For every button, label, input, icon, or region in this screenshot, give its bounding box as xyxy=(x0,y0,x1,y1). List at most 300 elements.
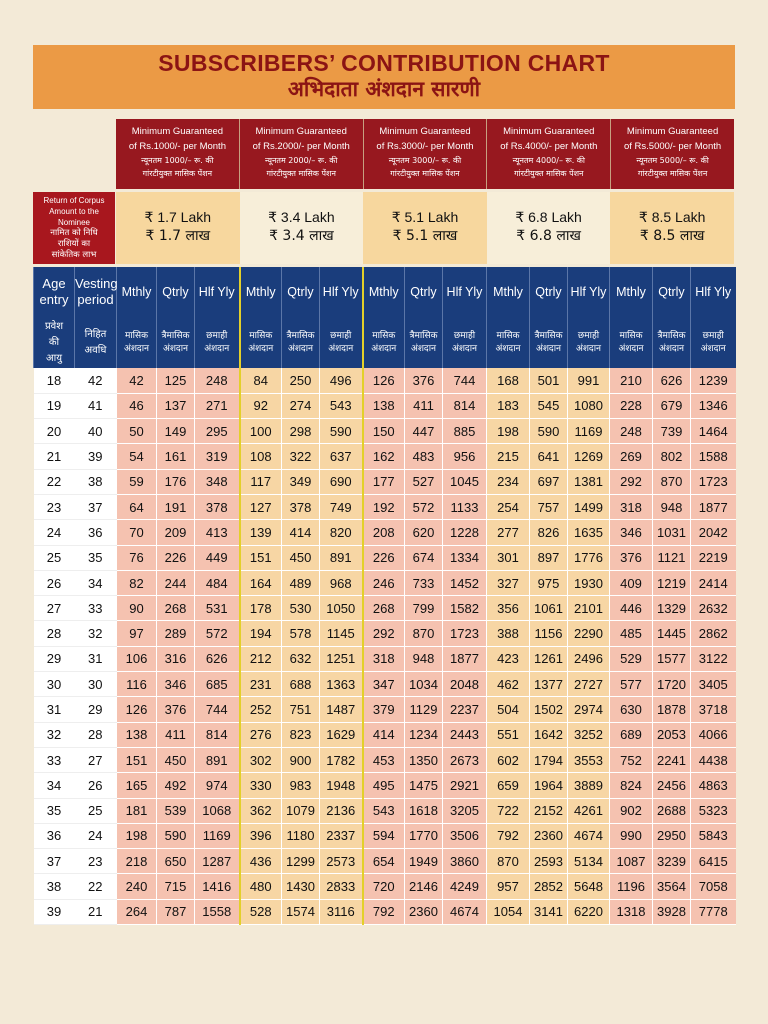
contribution-cell: 1329 xyxy=(653,596,691,621)
contribution-cell: 7778 xyxy=(691,899,736,924)
contribution-cell: 149 xyxy=(157,419,195,444)
vesting-cell: 33 xyxy=(75,596,117,621)
contribution-cell: 240 xyxy=(117,874,157,899)
contribution-cell: 165 xyxy=(117,773,157,798)
contribution-cell: 161 xyxy=(157,444,195,469)
contribution-cell: 820 xyxy=(320,520,363,545)
contribution-cell: 1299 xyxy=(282,849,320,874)
col-header-qtrly-hi: त्रैमासिक अंशदान xyxy=(653,317,691,368)
contribution-cell: 1949 xyxy=(405,849,443,874)
contribution-cell: 630 xyxy=(610,697,653,722)
contribution-cell: 449 xyxy=(195,545,240,570)
contribution-cell: 447 xyxy=(405,419,443,444)
contribution-cell: 751 xyxy=(282,697,320,722)
col-header-mthly: Mthly xyxy=(610,267,653,317)
contribution-cell: 2290 xyxy=(568,621,610,646)
contribution-cell: 177 xyxy=(363,469,405,494)
contribution-cell: 4249 xyxy=(443,874,487,899)
contribution-cell: 3928 xyxy=(653,899,691,924)
col-header-age-hi: प्रवेश की आयु xyxy=(34,317,75,368)
contribution-cell: 379 xyxy=(363,697,405,722)
contribution-cell: 97 xyxy=(117,621,157,646)
vesting-cell: 41 xyxy=(75,393,117,418)
contribution-cell: 108 xyxy=(240,444,282,469)
contribution-cell: 6220 xyxy=(568,899,610,924)
contribution-cell: 902 xyxy=(610,798,653,823)
contribution-cell: 1877 xyxy=(691,494,736,519)
contribution-cell: 2496 xyxy=(568,646,610,671)
contribution-cell: 496 xyxy=(320,368,363,393)
pension-label-hi: गांरटीयुक्त मासिक पेंशन xyxy=(637,169,708,178)
contribution-cell: 637 xyxy=(320,444,363,469)
contribution-cell: 215 xyxy=(487,444,530,469)
contribution-cell: 1239 xyxy=(691,368,736,393)
contribution-cell: 269 xyxy=(610,444,653,469)
contribution-cell: 720 xyxy=(363,874,405,899)
contribution-cell: 2727 xyxy=(568,672,610,697)
contribution-cell: 226 xyxy=(157,545,195,570)
vesting-cell: 26 xyxy=(75,773,117,798)
contribution-cell: 388 xyxy=(487,621,530,646)
pension-label-hi: गांरटीयुक्त मासिक पेंशन xyxy=(142,169,213,178)
contribution-cell: 3889 xyxy=(568,773,610,798)
contribution-cell: 641 xyxy=(530,444,568,469)
contribution-cell: 271 xyxy=(195,393,240,418)
vesting-cell: 23 xyxy=(75,849,117,874)
table-row xyxy=(34,393,736,418)
contribution-cell: 453 xyxy=(363,747,405,772)
contribution-cell: 1080 xyxy=(568,393,610,418)
contribution-cell: 3506 xyxy=(443,823,487,848)
pension-label-en: of Rs.5000/- per Month xyxy=(624,141,722,152)
contribution-cell: 226 xyxy=(363,545,405,570)
col-header-hlf-hi: छमाही अंशदान xyxy=(195,317,240,368)
vesting-cell: 21 xyxy=(75,899,117,924)
corpus-label-hi: नामित को निधि xyxy=(50,228,98,238)
contribution-cell: 198 xyxy=(487,419,530,444)
contribution-cell: 1948 xyxy=(320,773,363,798)
contribution-cell: 744 xyxy=(443,368,487,393)
contribution-cell: 1031 xyxy=(653,520,691,545)
col-header-qtrly: Qtrly xyxy=(653,267,691,317)
contribution-cell: 1079 xyxy=(282,798,320,823)
contribution-cell: 4438 xyxy=(691,747,736,772)
contribution-cell: 1169 xyxy=(568,419,610,444)
table-row xyxy=(34,368,736,393)
age-cell: 33 xyxy=(34,747,75,772)
table-row xyxy=(34,520,736,545)
pension-label-hi: न्यूनतम 1000/– रू. की xyxy=(141,156,214,165)
contribution-cell: 246 xyxy=(363,570,405,595)
contribution-cell: 2456 xyxy=(653,773,691,798)
contribution-cell: 248 xyxy=(610,419,653,444)
contribution-cell: 376 xyxy=(405,368,443,393)
pension-label-en: Minimum Guaranteed xyxy=(503,126,595,137)
contribution-cell: 968 xyxy=(320,570,363,595)
contribution-cell: 411 xyxy=(405,393,443,418)
contribution-cell: 749 xyxy=(320,494,363,519)
contribution-cell: 792 xyxy=(363,899,405,924)
contribution-cell: 2053 xyxy=(653,722,691,747)
corpus-value-en: ₹ 8.5 Lakh xyxy=(638,209,706,225)
contribution-cell: 409 xyxy=(610,570,653,595)
contribution-cell: 210 xyxy=(610,368,653,393)
contribution-cell: 688 xyxy=(282,672,320,697)
contribution-cell: 356 xyxy=(487,596,530,621)
contribution-cell: 330 xyxy=(240,773,282,798)
contribution-cell: 100 xyxy=(240,419,282,444)
vesting-cell: 34 xyxy=(75,570,117,595)
col-header-mthly: Mthly xyxy=(363,267,405,317)
contribution-cell: 2136 xyxy=(320,798,363,823)
contribution-cell: 3205 xyxy=(443,798,487,823)
pension-label-hi: न्यूनतम 3000/– रू. की xyxy=(388,156,462,165)
age-cell: 35 xyxy=(34,798,75,823)
table-header-row-en xyxy=(34,267,736,317)
corpus-label-hi: राशियों का xyxy=(57,239,91,249)
contribution-cell: 814 xyxy=(443,393,487,418)
table-body xyxy=(34,368,736,925)
contribution-cell: 545 xyxy=(530,393,568,418)
col-header-qtrly: Qtrly xyxy=(405,267,443,317)
contribution-cell: 191 xyxy=(157,494,195,519)
contribution-cell: 530 xyxy=(282,596,320,621)
contribution-cell: 715 xyxy=(157,874,195,899)
contribution-cell: 462 xyxy=(487,672,530,697)
contribution-cell: 489 xyxy=(282,570,320,595)
pension-header-row xyxy=(116,119,734,189)
corpus-value-hi: ₹ 5.1 लाख xyxy=(392,228,458,244)
contribution-cell: 690 xyxy=(320,469,363,494)
corpus-value-cell xyxy=(116,192,240,264)
table-row xyxy=(34,596,736,621)
pension-label-hi: न्यूनतम 5000/– रू. की xyxy=(636,156,709,165)
contribution-cell: 5134 xyxy=(568,849,610,874)
contribution-cell: 1234 xyxy=(405,722,443,747)
col-header-qtrly: Qtrly xyxy=(282,267,320,317)
contribution-cell: 268 xyxy=(157,596,195,621)
contribution-cell: 1377 xyxy=(530,672,568,697)
corpus-value-cell xyxy=(240,192,364,264)
contribution-cell: 991 xyxy=(568,368,610,393)
contribution-cell: 1034 xyxy=(405,672,443,697)
table-row xyxy=(34,823,736,848)
contribution-cell: 1782 xyxy=(320,747,363,772)
col-header-hlf: Hlf Yly xyxy=(320,267,363,317)
contribution-cell: 138 xyxy=(117,722,157,747)
contribution-cell: 527 xyxy=(405,469,443,494)
contribution-cell: 900 xyxy=(282,747,320,772)
contribution-cell: 254 xyxy=(487,494,530,519)
contribution-cell: 659 xyxy=(487,773,530,798)
table-row xyxy=(34,419,736,444)
corpus-value-en: ₹ 3.4 Lakh xyxy=(268,209,335,225)
contribution-cell: 264 xyxy=(117,899,157,924)
table-row xyxy=(34,722,736,747)
contribution-cell: 1156 xyxy=(530,621,568,646)
contribution-cell: 316 xyxy=(157,646,195,671)
pension-header-2000 xyxy=(239,119,363,189)
contribution-cell: 4261 xyxy=(568,798,610,823)
contribution-cell: 1430 xyxy=(282,874,320,899)
col-header-mthly-hi: मासिक अंशदान xyxy=(117,317,157,368)
contribution-cell: 298 xyxy=(282,419,320,444)
vesting-cell: 30 xyxy=(75,672,117,697)
contribution-cell: 5648 xyxy=(568,874,610,899)
corpus-value-hi: ₹ 1.7 लाख xyxy=(145,228,211,244)
contribution-cell: 295 xyxy=(195,419,240,444)
contribution-cell: 244 xyxy=(157,570,195,595)
contribution-cell: 1346 xyxy=(691,393,736,418)
vesting-cell: 32 xyxy=(75,621,117,646)
contribution-cell: 974 xyxy=(195,773,240,798)
pension-label-en: Minimum Guaranteed xyxy=(255,126,347,137)
contribution-cell: 1723 xyxy=(443,621,487,646)
contribution-cell: 2048 xyxy=(443,672,487,697)
col-header-mthly-hi: मासिक अंशदान xyxy=(363,317,405,368)
contribution-cell: 891 xyxy=(195,747,240,772)
contribution-cell: 1502 xyxy=(530,697,568,722)
col-header-mthly-hi: मासिक अंशदान xyxy=(610,317,653,368)
contribution-cell: 1464 xyxy=(691,419,736,444)
contribution-cell: 127 xyxy=(240,494,282,519)
contribution-cell: 531 xyxy=(195,596,240,621)
contribution-cell: 436 xyxy=(240,849,282,874)
contribution-cell: 1723 xyxy=(691,469,736,494)
contribution-cell: 2241 xyxy=(653,747,691,772)
contribution-cell: 218 xyxy=(117,849,157,874)
col-header-hlf: Hlf Yly xyxy=(568,267,610,317)
contribution-cell: 126 xyxy=(363,368,405,393)
contribution-cell: 106 xyxy=(117,646,157,671)
contribution-cell: 42 xyxy=(117,368,157,393)
contribution-cell: 1964 xyxy=(530,773,568,798)
contribution-cell: 1061 xyxy=(530,596,568,621)
pension-header-1000 xyxy=(116,119,239,189)
contribution-cell: 1770 xyxy=(405,823,443,848)
contribution-cell: 650 xyxy=(157,849,195,874)
table-row xyxy=(34,874,736,899)
age-cell: 32 xyxy=(34,722,75,747)
contribution-cell: 2974 xyxy=(568,697,610,722)
contribution-cell: 483 xyxy=(405,444,443,469)
contribution-cell: 485 xyxy=(610,621,653,646)
contribution-cell: 5323 xyxy=(691,798,736,823)
contribution-cell: 504 xyxy=(487,697,530,722)
contribution-cell: 823 xyxy=(282,722,320,747)
col-header-mthly-hi: मासिक अंशदान xyxy=(487,317,530,368)
contribution-cell: 1618 xyxy=(405,798,443,823)
col-header-hlf-hi: छमाही अंशदान xyxy=(568,317,610,368)
age-cell: 30 xyxy=(34,672,75,697)
contribution-cell: 76 xyxy=(117,545,157,570)
contribution-cell: 1574 xyxy=(282,899,320,924)
contribution-cell: 870 xyxy=(653,469,691,494)
col-header-age: Age entry xyxy=(34,267,75,317)
contribution-cell: 948 xyxy=(653,494,691,519)
contribution-cell: 957 xyxy=(487,874,530,899)
contribution-cell: 2862 xyxy=(691,621,736,646)
contribution-cell: 168 xyxy=(487,368,530,393)
contribution-cell: 1334 xyxy=(443,545,487,570)
age-cell: 25 xyxy=(34,545,75,570)
pension-label-hi: गांरटीयुक्त मासिक पेंशन xyxy=(390,169,460,178)
contribution-cell: 1180 xyxy=(282,823,320,848)
table-row xyxy=(34,444,736,469)
table-row xyxy=(34,672,736,697)
contribution-cell: 4674 xyxy=(443,899,487,924)
table-row xyxy=(34,773,736,798)
corpus-value-en: ₹ 6.8 Lakh xyxy=(515,209,582,225)
contribution-cell: 2673 xyxy=(443,747,487,772)
contribution-cell: 1588 xyxy=(691,444,736,469)
contribution-cell: 82 xyxy=(117,570,157,595)
contribution-cell: 1452 xyxy=(443,570,487,595)
contribution-cell: 3252 xyxy=(568,722,610,747)
table-row xyxy=(34,570,736,595)
contribution-cell: 1145 xyxy=(320,621,363,646)
contribution-cell: 885 xyxy=(443,419,487,444)
contribution-cell: 975 xyxy=(530,570,568,595)
contribution-cell: 529 xyxy=(610,646,653,671)
contribution-cell: 250 xyxy=(282,368,320,393)
contribution-cell: 543 xyxy=(320,393,363,418)
contribution-cell: 137 xyxy=(157,393,195,418)
contribution-cell: 891 xyxy=(320,545,363,570)
contribution-cell: 84 xyxy=(240,368,282,393)
contribution-cell: 2852 xyxy=(530,874,568,899)
corpus-value-en: ₹ 1.7 Lakh xyxy=(144,209,212,225)
contribution-cell: 411 xyxy=(157,722,195,747)
contribution-cell: 824 xyxy=(610,773,653,798)
contribution-cell: 484 xyxy=(195,570,240,595)
contribution-cell: 289 xyxy=(157,621,195,646)
pension-label-en: of Rs.4000/- per Month xyxy=(500,141,598,152)
contribution-cell: 2593 xyxy=(530,849,568,874)
pension-header-5000 xyxy=(610,119,734,189)
contribution-cell: 4066 xyxy=(691,722,736,747)
contribution-cell: 176 xyxy=(157,469,195,494)
col-header-hlf-hi: छमाही अंशदान xyxy=(320,317,363,368)
contribution-cell: 59 xyxy=(117,469,157,494)
contribution-cell: 3141 xyxy=(530,899,568,924)
contribution-cell: 346 xyxy=(157,672,195,697)
contribution-cell: 376 xyxy=(157,697,195,722)
pension-label-hi: न्यूनतम 2000/– रू. की xyxy=(264,156,338,165)
contribution-cell: 318 xyxy=(363,646,405,671)
table-row xyxy=(34,849,736,874)
contribution-cell: 3553 xyxy=(568,747,610,772)
contribution-cell: 70 xyxy=(117,520,157,545)
contribution-cell: 268 xyxy=(363,596,405,621)
table-row xyxy=(34,469,736,494)
contribution-cell: 679 xyxy=(653,393,691,418)
corpus-value-cell xyxy=(487,192,611,264)
contribution-cell: 378 xyxy=(195,494,240,519)
age-cell: 34 xyxy=(34,773,75,798)
contribution-cell: 162 xyxy=(363,444,405,469)
contribution-cell: 1930 xyxy=(568,570,610,595)
contribution-cell: 1381 xyxy=(568,469,610,494)
contribution-cell: 1169 xyxy=(195,823,240,848)
contribution-cell: 1878 xyxy=(653,697,691,722)
contribution-cell: 252 xyxy=(240,697,282,722)
contribution-cell: 1794 xyxy=(530,747,568,772)
contribution-cell: 2573 xyxy=(320,849,363,874)
corpus-value-en: ₹ 5.1 Lakh xyxy=(391,209,459,225)
contribution-cell: 2219 xyxy=(691,545,736,570)
contribution-cell: 1196 xyxy=(610,874,653,899)
age-cell: 38 xyxy=(34,874,75,899)
corpus-label-en: Return of Corpus xyxy=(43,196,105,205)
contribution-cell: 594 xyxy=(363,823,405,848)
contribution-cell: 413 xyxy=(195,520,240,545)
contribution-cell: 54 xyxy=(117,444,157,469)
contribution-cell: 870 xyxy=(405,621,443,646)
contribution-cell: 620 xyxy=(405,520,443,545)
contribution-cell: 126 xyxy=(117,697,157,722)
vesting-cell: 22 xyxy=(75,874,117,899)
contribution-cell: 292 xyxy=(610,469,653,494)
contribution-cell: 1228 xyxy=(443,520,487,545)
contribution-cell: 1582 xyxy=(443,596,487,621)
table-row xyxy=(34,899,736,924)
contribution-cell: 1121 xyxy=(653,545,691,570)
age-cell: 26 xyxy=(34,570,75,595)
contribution-cell: 50 xyxy=(117,419,157,444)
contribution-cell: 450 xyxy=(282,545,320,570)
contribution-cell: 450 xyxy=(157,747,195,772)
contribution-cell: 6415 xyxy=(691,849,736,874)
contribution-cell: 3239 xyxy=(653,849,691,874)
age-cell: 22 xyxy=(34,469,75,494)
contribution-cell: 2833 xyxy=(320,874,363,899)
corpus-value-cell xyxy=(610,192,734,264)
contribution-cell: 194 xyxy=(240,621,282,646)
contribution-cell: 117 xyxy=(240,469,282,494)
contribution-cell: 276 xyxy=(240,722,282,747)
contribution-table xyxy=(33,267,736,925)
contribution-cell: 539 xyxy=(157,798,195,823)
contribution-cell: 577 xyxy=(610,672,653,697)
col-header-vesting-hi: निहित अवधि xyxy=(75,317,117,368)
contribution-cell: 1363 xyxy=(320,672,363,697)
page-title-hindi: अभिदाता अंशदान सारणी xyxy=(287,77,481,101)
page-title: SUBSCRIBERS’ CONTRIBUTION CHART xyxy=(158,50,610,76)
contribution-cell: 322 xyxy=(282,444,320,469)
contribution-cell: 125 xyxy=(157,368,195,393)
contribution-cell: 181 xyxy=(117,798,157,823)
contribution-cell: 414 xyxy=(363,722,405,747)
contribution-cell: 2101 xyxy=(568,596,610,621)
contribution-cell: 3860 xyxy=(443,849,487,874)
vesting-cell: 38 xyxy=(75,469,117,494)
vesting-cell: 40 xyxy=(75,419,117,444)
age-cell: 31 xyxy=(34,697,75,722)
table-row xyxy=(34,697,736,722)
contribution-cell: 1877 xyxy=(443,646,487,671)
contribution-cell: 870 xyxy=(487,849,530,874)
contribution-cell: 897 xyxy=(530,545,568,570)
contribution-cell: 590 xyxy=(530,419,568,444)
contribution-cell: 495 xyxy=(363,773,405,798)
contribution-cell: 1487 xyxy=(320,697,363,722)
pension-label-en: Minimum Guaranteed xyxy=(131,126,224,137)
age-cell: 37 xyxy=(34,849,75,874)
contribution-cell: 277 xyxy=(487,520,530,545)
contribution-cell: 3718 xyxy=(691,697,736,722)
table-row xyxy=(34,747,736,772)
